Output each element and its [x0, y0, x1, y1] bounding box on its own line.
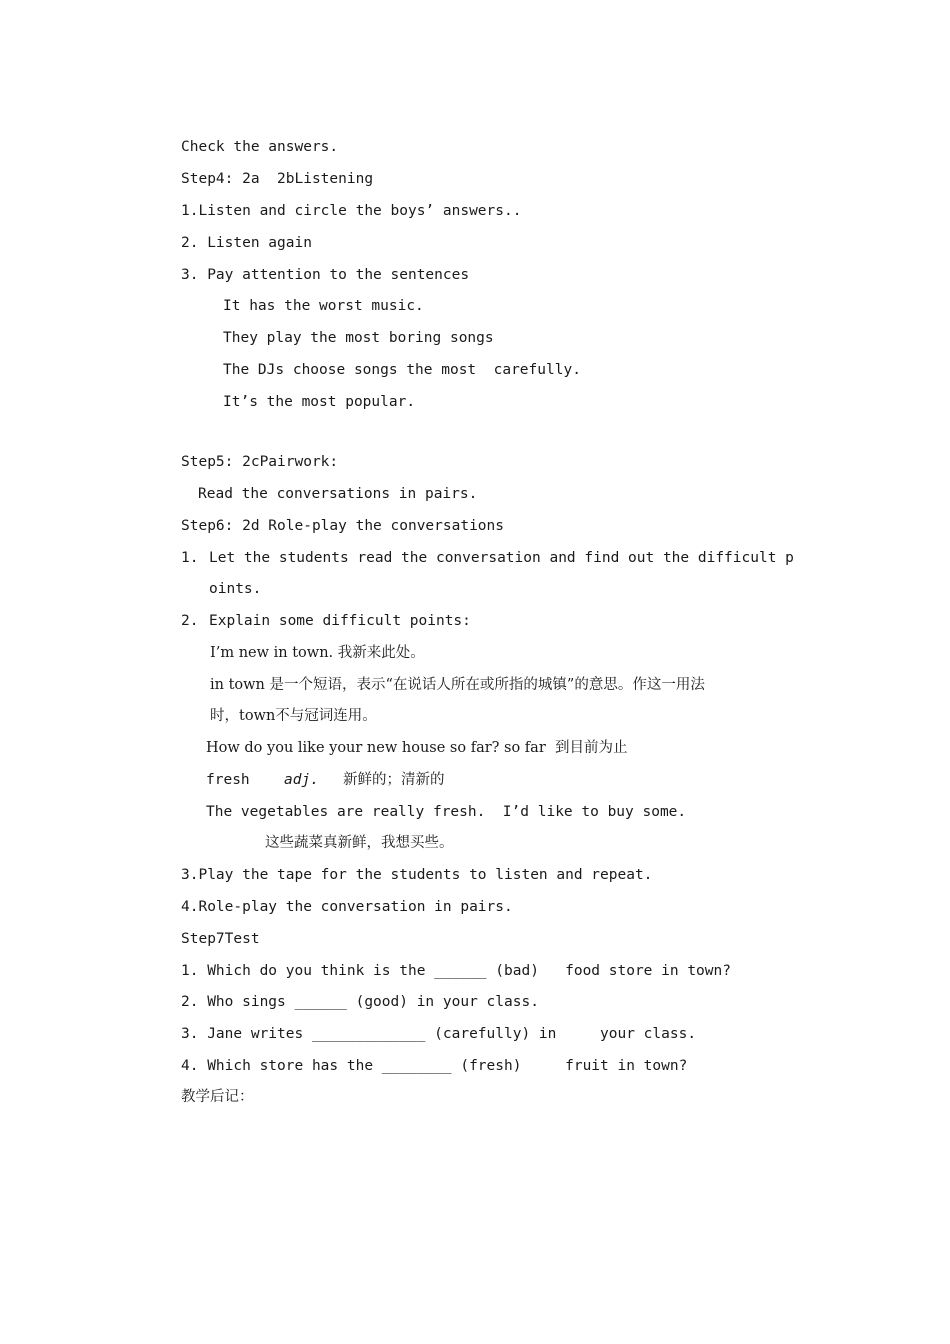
step4-item-1: 1.Listen and circle the boys’ answers.. — [181, 203, 522, 219]
step6-item-2-text: Explain some difficult points: — [209, 613, 471, 629]
point-in-town-explanation-cont: 时，town不与冠词连用。 — [210, 708, 377, 724]
sentence-boring-songs: They play the most boring songs — [223, 330, 494, 346]
test-question-1: 1. Which do you think is the ______ (bad) food store in town? — [181, 963, 731, 979]
sentence-popular: It’s the most popular. — [223, 394, 416, 410]
point-new-in-town: I’m new in town. 我新来此处。 — [210, 645, 425, 661]
step6-item-1-continuation: oints. — [209, 581, 262, 597]
step7-heading: Step7Test — [181, 931, 260, 947]
check-answers-line: Check the answers. — [181, 139, 339, 155]
example-vegetables-translation: 这些蔬菜真新鲜，我想买些。 — [265, 835, 454, 851]
step6-item-4: 4.Role-play the conversation in pairs. — [181, 899, 513, 915]
step6-item-1-text: Let the students read the conversation and find out the difficult p — [209, 550, 794, 566]
step6-item-2-number: 2. — [181, 613, 199, 629]
step6-item-1-number: 1. — [181, 550, 199, 566]
test-question-2: 2. Who sings ______ (good) in your class. — [181, 994, 539, 1010]
step4-heading: Step4: 2a 2bListening — [181, 171, 374, 187]
point-so-far: How do you like your new house so far? so far 到目前为止 — [206, 740, 628, 756]
point-fresh-word: fresh — [206, 772, 250, 788]
test-question-3: 3. Jane writes _____________ (carefully) in your class. — [181, 1026, 697, 1042]
teaching-reflection-label: 教学后记： — [181, 1089, 254, 1105]
example-vegetables: The vegetables are really fresh. I’d like to buy some. — [206, 804, 687, 820]
test-question-4: 4. Which store has the ________ (fresh) fruit in town? — [181, 1058, 688, 1074]
point-fresh-meaning: 新鲜的；清新的 — [343, 772, 445, 788]
step5-heading: Step5: 2cPairwork: — [181, 454, 339, 470]
sentence-worst-music: It has the worst music. — [223, 298, 424, 314]
step5-instruction: Read the conversations in pairs. — [198, 486, 478, 502]
step4-item-3: 3. Pay attention to the sentences — [181, 267, 470, 283]
step4-item-2: 2. Listen again — [181, 235, 312, 251]
sentence-carefully: The DJs choose songs the most carefully. — [223, 362, 581, 378]
step6-heading: Step6: 2d Role-play the conversations — [181, 518, 505, 534]
point-fresh-pos: adj. — [284, 772, 319, 788]
point-in-town-explanation: in town 是一个短语，表示“在说话人所在或所指的城镇”的意思。作这一用法 — [210, 677, 705, 693]
step6-item-3: 3.Play the tape for the students to listen and repeat. — [181, 867, 653, 883]
